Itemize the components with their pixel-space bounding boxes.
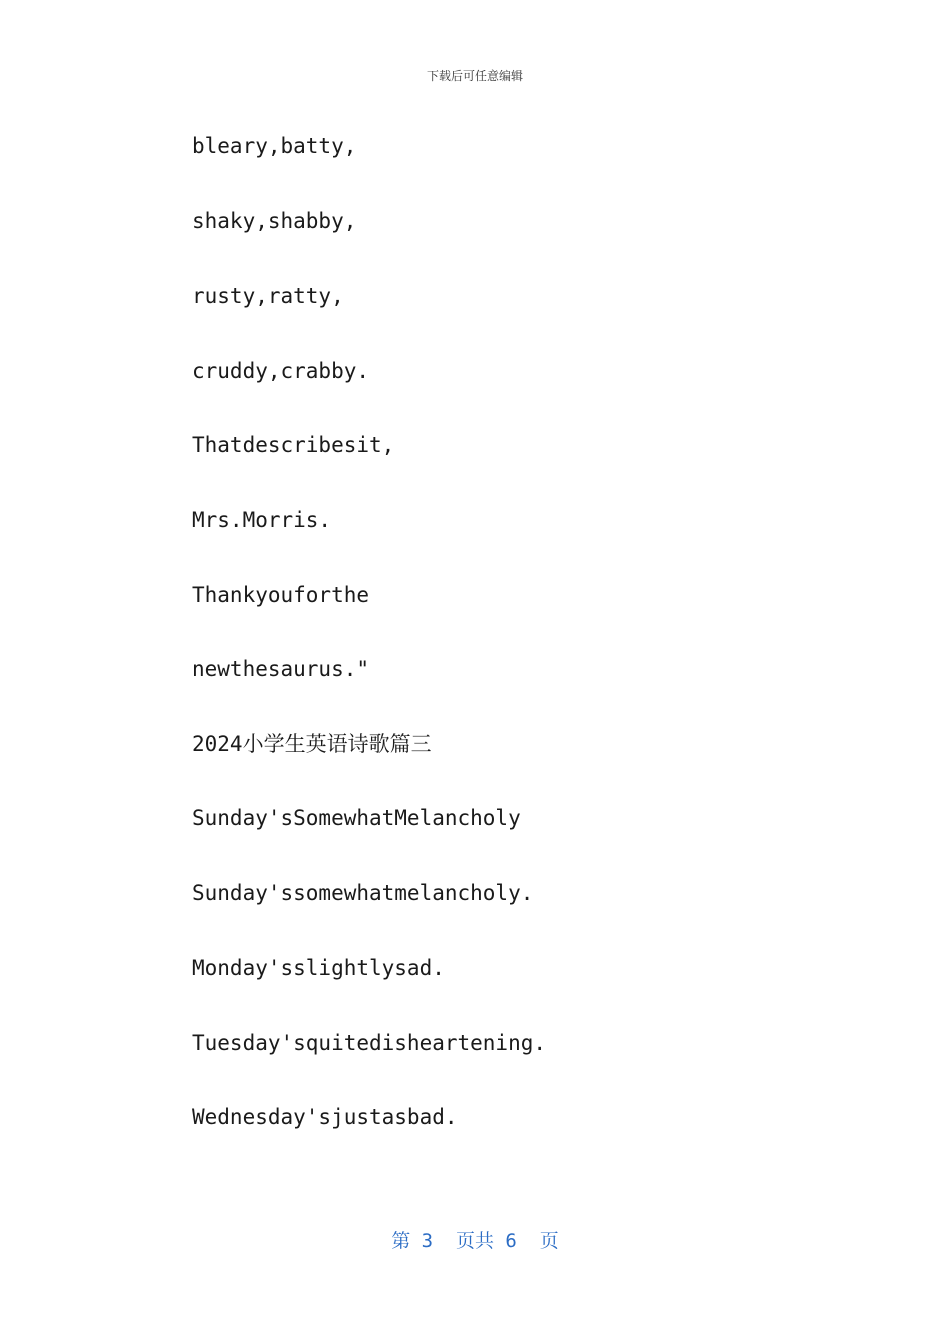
poem-line-7: Thankyouforthe [192,583,370,607]
poem-line-9: Sunday'ssomewhatmelancholy. [192,881,534,905]
poem-line-11: Tuesday'squitedisheartening. [192,1031,547,1055]
poem-line-10: Monday'sslightlysad. [192,956,445,980]
poem-line-4: cruddy,crabby. [192,359,370,383]
poem-line-12: Wednesday'sjustasbad. [192,1105,458,1129]
poem-line-2: shaky,shabby, [192,209,357,233]
poem-line-8: newthesaurus." [192,657,370,681]
section-heading: 2024小学生英语诗歌篇三 [192,732,432,756]
poem-line-5: Thatdescribesit, [192,433,395,457]
page-header: 下载后可任意编辑 [426,69,523,83]
poem-line-1: bleary,batty, [192,134,357,158]
poem-line-6: Mrs.Morris. [192,508,332,532]
poem-line-3: rusty,ratty, [192,284,344,308]
page-number-footer: 第 3 页共 6 页 [391,1230,559,1252]
poem-title: Sunday'sSomewhatMelancholy [192,806,521,830]
